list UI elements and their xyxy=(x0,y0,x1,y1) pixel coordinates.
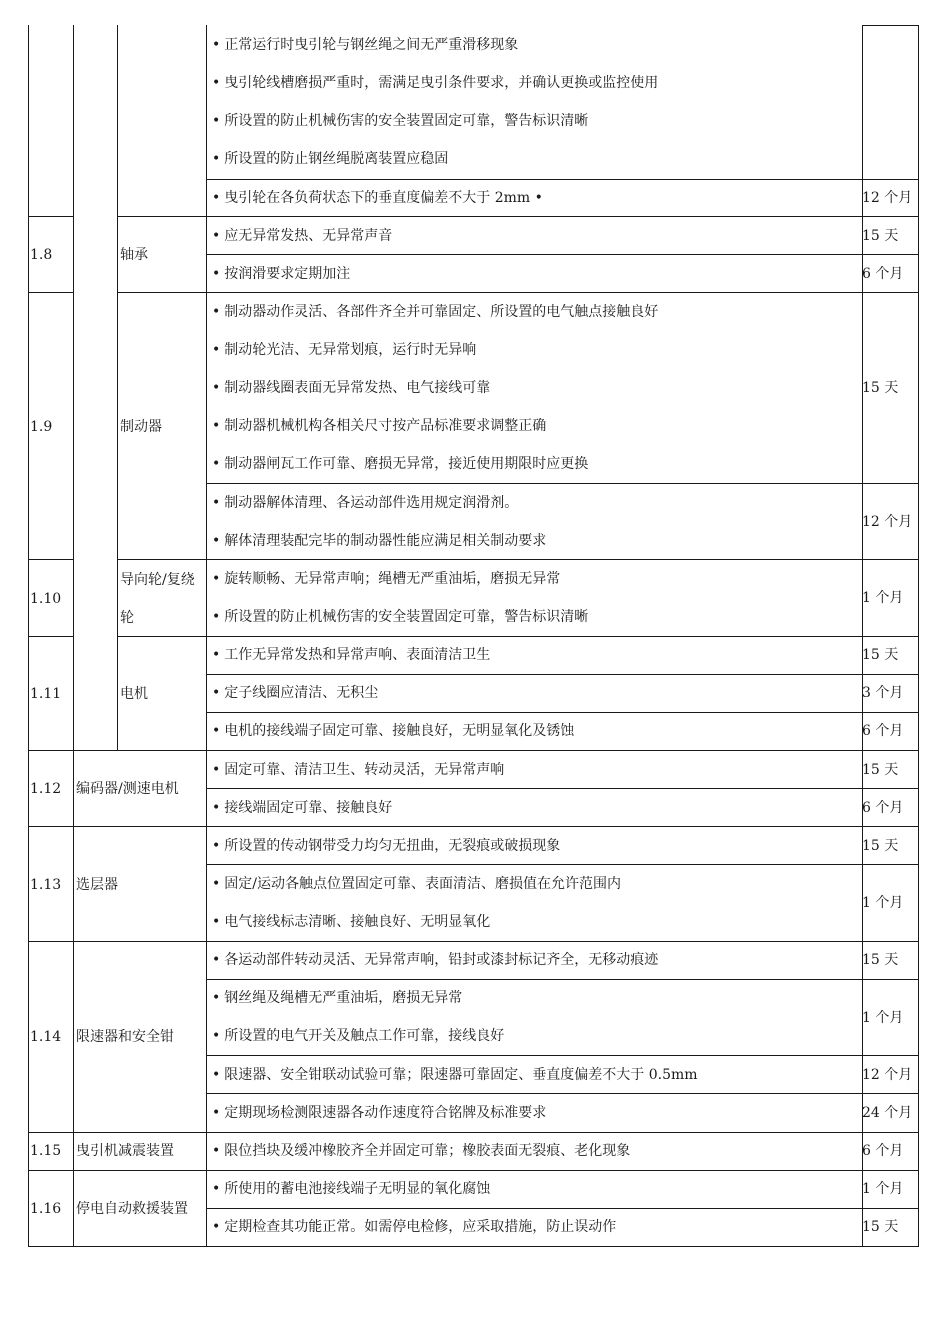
item-number: 1.10 xyxy=(30,591,62,607)
table-rule xyxy=(117,559,919,560)
requirement-item: • 曳引轮线槽磨损严重时，需满足曳引条件要求，并确认更换或监控使用 xyxy=(212,75,659,91)
period-cell: 24 个月 xyxy=(862,1105,913,1121)
requirement-item: • 钢丝绳及绳槽无严重油垢，磨损无异常 xyxy=(212,990,463,1006)
requirement-item: • 固定/运动各触点位置固定可靠、表面清洁、磨损值在允许范围内 xyxy=(212,876,621,892)
item-number: 1.15 xyxy=(30,1143,62,1159)
item-number: 1.14 xyxy=(30,1029,62,1045)
component-damper: 曳引机减震装置 xyxy=(76,1143,174,1159)
requirement-item: • 应无异常发热、无异常声音 xyxy=(212,228,393,244)
period-cell: 6 个月 xyxy=(862,1143,904,1159)
period-cell: 1 个月 xyxy=(862,1181,904,1197)
requirement-item: • 所设置的防止钢丝绳脱离装置应稳固 xyxy=(212,151,449,167)
period-cell: 15 天 xyxy=(862,647,899,663)
table-rule xyxy=(206,483,919,484)
period-cell: 15 天 xyxy=(862,1219,899,1235)
table-rule xyxy=(117,216,919,217)
table-rule xyxy=(206,674,919,675)
requirement-item: • 制动器机械机构各相关尺寸按产品标准要求调整正确 xyxy=(212,418,547,434)
period-cell: 15 天 xyxy=(862,838,899,854)
table-rule xyxy=(206,979,919,980)
requirement-item: • 工作无异常发热和异常声响、表面清洁卫生 xyxy=(212,647,491,663)
period-cell: 6 个月 xyxy=(862,800,904,816)
period-cell: 1 个月 xyxy=(862,895,904,911)
item-number: 1.12 xyxy=(30,781,62,797)
requirement-item: • 限位挡块及缓冲橡胶齐全并固定可靠；橡胶表面无裂痕、老化现象 xyxy=(212,1143,631,1159)
component-governor: 限速器和安全钳 xyxy=(76,1029,174,1045)
component-motor: 电机 xyxy=(120,686,148,702)
table-rule xyxy=(206,254,919,255)
requirement-item: • 电机的接线端子固定可靠、接触良好，无明显氧化及锈蚀 xyxy=(212,723,575,739)
period-cell: 12 个月 xyxy=(862,514,913,530)
requirement-item: • 制动器动作灵活、各部件齐全并可靠固定、所设置的电气触点接触良好 xyxy=(212,304,659,320)
table-rule xyxy=(28,1170,919,1171)
table-rule xyxy=(862,25,919,26)
requirement-item: • 限速器、安全钳联动试验可靠；限速器可靠固定、垂直度偏差不大于 0.5mm xyxy=(212,1067,698,1083)
period-cell: 15 天 xyxy=(862,380,899,396)
component-brake: 制动器 xyxy=(120,419,162,435)
table-rule xyxy=(28,559,74,560)
requirement-item: • 按润滑要求定期加注 xyxy=(212,266,351,282)
table-rule xyxy=(206,1208,919,1209)
requirement-item: • 接线端固定可靠、接触良好 xyxy=(212,800,393,816)
table-rule xyxy=(28,292,74,293)
requirement-item: • 所设置的传动钢带受力均匀无扭曲，无裂痕或破损现象 xyxy=(212,838,561,854)
requirement-item: • 解体清理装配完毕的制动器性能应满足相关制动要求 xyxy=(212,533,547,549)
requirement-item: • 所设置的防止机械伤害的安全装置固定可靠，警告标识清晰 xyxy=(212,609,589,625)
requirement-item: • 制动器线圈表面无异常发热、电气接线可靠 xyxy=(212,380,491,396)
requirement-item: • 固定可靠、清洁卫生、转动灵活，无异常声响 xyxy=(212,762,505,778)
requirement-item: • 定子线圈应清洁、无积尘 xyxy=(212,685,379,701)
table-rule xyxy=(206,864,919,865)
item-number: 1.11 xyxy=(30,686,62,702)
requirement-item: • 旋转顺畅、无异常声响；绳槽无严重油垢，磨损无异常 xyxy=(212,571,561,587)
item-number: 1.8 xyxy=(30,247,53,263)
table-rule xyxy=(28,826,919,827)
period-cell: 15 天 xyxy=(862,762,899,778)
table-rule xyxy=(28,750,919,751)
requirement-item: • 制动器闸瓦工作可靠、磨损无异常，接近使用期限时应更换 xyxy=(212,456,589,472)
requirement-item: • 各运动部件转动灵活、无异常声响，铅封或漆封标记齐全，无移动痕迹 xyxy=(212,952,659,968)
table-divider-component-col xyxy=(117,25,118,751)
table-rule xyxy=(28,1132,919,1133)
period-cell: 12 个月 xyxy=(862,1067,913,1083)
requirement-item: • 电气接线标志清晰、接触良好、无明显氧化 xyxy=(212,914,491,930)
component-bearing: 轴承 xyxy=(120,247,148,263)
table-rule xyxy=(28,216,74,217)
period-cell: 15 天 xyxy=(862,952,899,968)
component-guide-wheel: 导向轮/复绕 xyxy=(120,572,195,588)
period-cell: 15 天 xyxy=(862,228,899,244)
table-rule xyxy=(117,292,919,293)
table-rule xyxy=(206,179,919,180)
requirement-item: • 所设置的电气开关及触点工作可靠，接线良好 xyxy=(212,1028,505,1044)
table-rule xyxy=(206,712,919,713)
period-cell: 12 个月 xyxy=(862,190,913,206)
period-cell: 3 个月 xyxy=(862,685,904,701)
table-rule xyxy=(206,788,919,789)
item-number: 1.16 xyxy=(30,1201,62,1217)
requirement-item: • 定期现场检测限速器各动作速度符合铭牌及标准要求 xyxy=(212,1105,547,1121)
requirement-item: • 制动器解体清理、各运动部件选用规定润滑剂。 xyxy=(212,495,519,511)
table-rule xyxy=(206,1093,919,1094)
period-cell: 1 个月 xyxy=(862,590,904,606)
item-number: 1.9 xyxy=(30,419,53,435)
table-border-bottom xyxy=(28,1246,919,1247)
item-number: 1.13 xyxy=(30,877,62,893)
component-floor-selector: 选层器 xyxy=(76,877,118,893)
component-guide-wheel-cont: 轮 xyxy=(120,610,134,626)
period-cell: 1 个月 xyxy=(862,1010,904,1026)
table-rule xyxy=(117,636,919,637)
requirement-item: • 正常运行时曳引轮与钢丝绳之间无严重滑移现象 xyxy=(212,37,519,53)
component-rescue: 停电自动救援装置 xyxy=(76,1201,188,1217)
requirement-item: • 制动轮光洁、无异常划痕，运行时无异响 xyxy=(212,342,477,358)
table-rule xyxy=(28,636,74,637)
table-rule xyxy=(206,1055,919,1056)
requirement-item: • 定期检查其功能正常。如需停电检修，应采取措施，防止误动作 xyxy=(212,1219,617,1235)
requirement-item: • 所设置的防止机械伤害的安全装置固定可靠，警告标识清晰 xyxy=(212,113,589,129)
requirement-item: • 所使用的蓄电池接线端子无明显的氧化腐蚀 xyxy=(212,1181,491,1197)
table-rule xyxy=(28,941,919,942)
requirement-item: • 曳引轮在各负荷状态下的垂直度偏差不大于 2mm • xyxy=(212,190,543,206)
component-encoder: 编码器/测速电机 xyxy=(76,781,179,797)
period-cell: 6 个月 xyxy=(862,723,904,739)
period-cell: 6 个月 xyxy=(862,266,904,282)
